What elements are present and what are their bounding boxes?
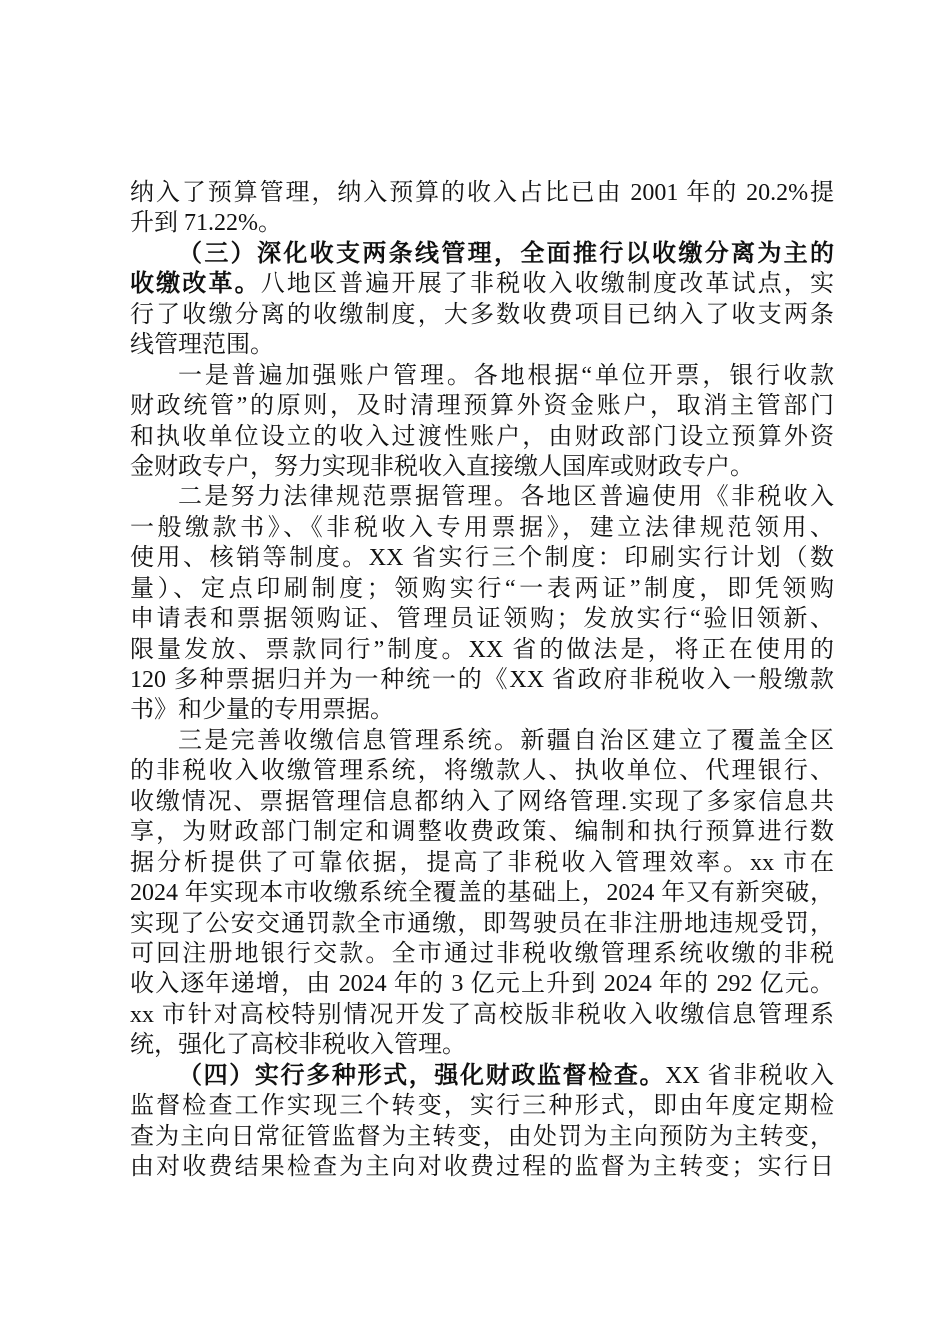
line-text: 监督检查工作实现三个转变，实行三种形式，即由年度定期检 (130, 1093, 834, 1120)
text-line (130, 330, 834, 360)
line-text: 据分析提供了可靠依据，提高了非税收入管理效率。xx 市在 (130, 849, 834, 876)
line-text: 书》和少量的专用票据。 (130, 697, 394, 724)
text-line (130, 787, 834, 817)
line-text: 限量发放、票款同行”制度。XX 省的做法是，将正在使用的 (130, 636, 834, 663)
line-text: 由对收费结果检查为主向对收费过程的监督为主转变；实行日 (130, 1154, 834, 1180)
text-line (130, 513, 834, 543)
text-line (130, 909, 834, 939)
line-text: 行了收缴分离的收缴制度，大多数收费项目已纳入了收支两条 (130, 301, 834, 328)
text-line (130, 1000, 834, 1030)
text-line (130, 817, 834, 847)
text-line (130, 300, 834, 330)
text-line (130, 848, 834, 878)
line-text: 2024 年实现本市收缴系统全覆盖的基础上，2024 年又有新突破， (130, 880, 834, 907)
line-text: 八地区普遍开展了非税收入收缴制度改革试点，实 (260, 271, 835, 298)
line-text: 纳入了预算管理，纳入预算的收入占比已由 2001 年的 20.2%提 (130, 180, 834, 206)
text-line (130, 969, 834, 999)
text-line (130, 1030, 834, 1060)
line-text: 一是普遍加强账户管理。各地根据“单位开票，银行收款 (178, 362, 834, 389)
text-line (130, 1152, 834, 1182)
text-line (130, 208, 834, 238)
line-text: 实现了公安交通罚款全市通缴，即驾驶员在非注册地违规受罚， (130, 910, 834, 937)
paragraph-continuation (130, 178, 834, 239)
line-text: xx 市针对高校特别情况开发了高校版非税收入收缴信息管理系 (130, 1001, 834, 1028)
text-line (130, 665, 834, 695)
text-line (130, 726, 834, 756)
text-line (130, 239, 834, 269)
line-text: 三是完善收缴信息管理系统。新疆自治区建立了覆盖全区 (178, 727, 834, 754)
text-line (130, 1061, 834, 1091)
text-line (130, 939, 834, 969)
text-line (130, 422, 834, 452)
text-line (130, 543, 834, 573)
line-text: 升到 71.22%。 (130, 210, 282, 237)
line-text: 量）、定点印刷制度；领购实行“一表两证”制度，即凭领购 (130, 575, 834, 602)
text-line (130, 878, 834, 908)
line-text: 可回注册地银行交款。全市通过非税收缴管理系统收缴的非税 (130, 940, 834, 967)
line-text: 和执收单位设立的收入过渡性账户，由财政部门设立预算外资 (130, 423, 834, 450)
line-text: 统，强化了高校非税收入管理。 (130, 1032, 466, 1059)
paragraph-item-1 (130, 361, 834, 483)
text-line (130, 695, 834, 725)
text-line (130, 604, 834, 634)
line-text: 的非税收入收缴管理系统，将缴款人、执收单位、代理银行、 (130, 758, 834, 785)
text-line (130, 574, 834, 604)
section-heading: 收缴改革。 (130, 271, 261, 298)
text-line (130, 452, 834, 482)
paragraph-item-2 (130, 482, 834, 726)
line-text: 120 多种票据归并为一种统一的《XX 省政府非税收入一般缴款 (130, 667, 834, 693)
paragraph-item-3 (130, 726, 834, 1061)
text-line (130, 269, 834, 299)
line-text: 一般缴款书》、《非税收入专用票据》，建立法律规范领用、 (130, 514, 834, 541)
line-text: 线管理范围。 (130, 332, 274, 359)
text-line (130, 482, 834, 512)
paragraph-section-3 (130, 239, 834, 361)
line-text: 收缴情况、票据管理信息都纳入了网络管理.实现了多家信息共 (130, 788, 834, 815)
text-line (130, 635, 834, 665)
text-line (130, 756, 834, 786)
line-text: 收入逐年递增，由 2024 年的 3 亿元上升到 2024 年的 292 亿元。 (130, 971, 834, 998)
line-text: XX 省非税收入 (665, 1062, 834, 1089)
line-text: 申请表和票据领购证、管理员证领购；发放实行“验旧领新、 (130, 606, 834, 633)
text-line (130, 391, 834, 421)
line-text: 享，为财政部门制定和调整收费政策、编制和执行预算进行数 (130, 819, 834, 846)
line-text: 二是努力法律规范票据管理。各地区普遍使用《非税收入 (178, 484, 834, 511)
section-heading: （三）深化收支两条线管理，全面推行以收缴分离为主的 (178, 240, 834, 267)
line-text: 财政统管”的原则，及时清理预算外资金账户，取消主管部门 (130, 393, 834, 420)
line-text: 查为主向日常征管监督为主转变，由处罚为主向预防为主转变， (130, 1123, 834, 1150)
paragraph-section-4 (130, 1061, 834, 1183)
line-text: 使用、核销等制度。XX 省实行三个制度：印刷实行计划（数 (130, 545, 834, 572)
text-line (130, 178, 834, 208)
text-line (130, 1122, 834, 1152)
line-text: 金财政专户，努力实现非税收入直接缴人国库或财政专户。 (130, 453, 754, 480)
text-line (130, 361, 834, 391)
document-body (130, 178, 834, 1182)
text-line (130, 1091, 834, 1121)
section-heading: （四）实行多种形式，强化财政监督检查。 (178, 1062, 666, 1089)
